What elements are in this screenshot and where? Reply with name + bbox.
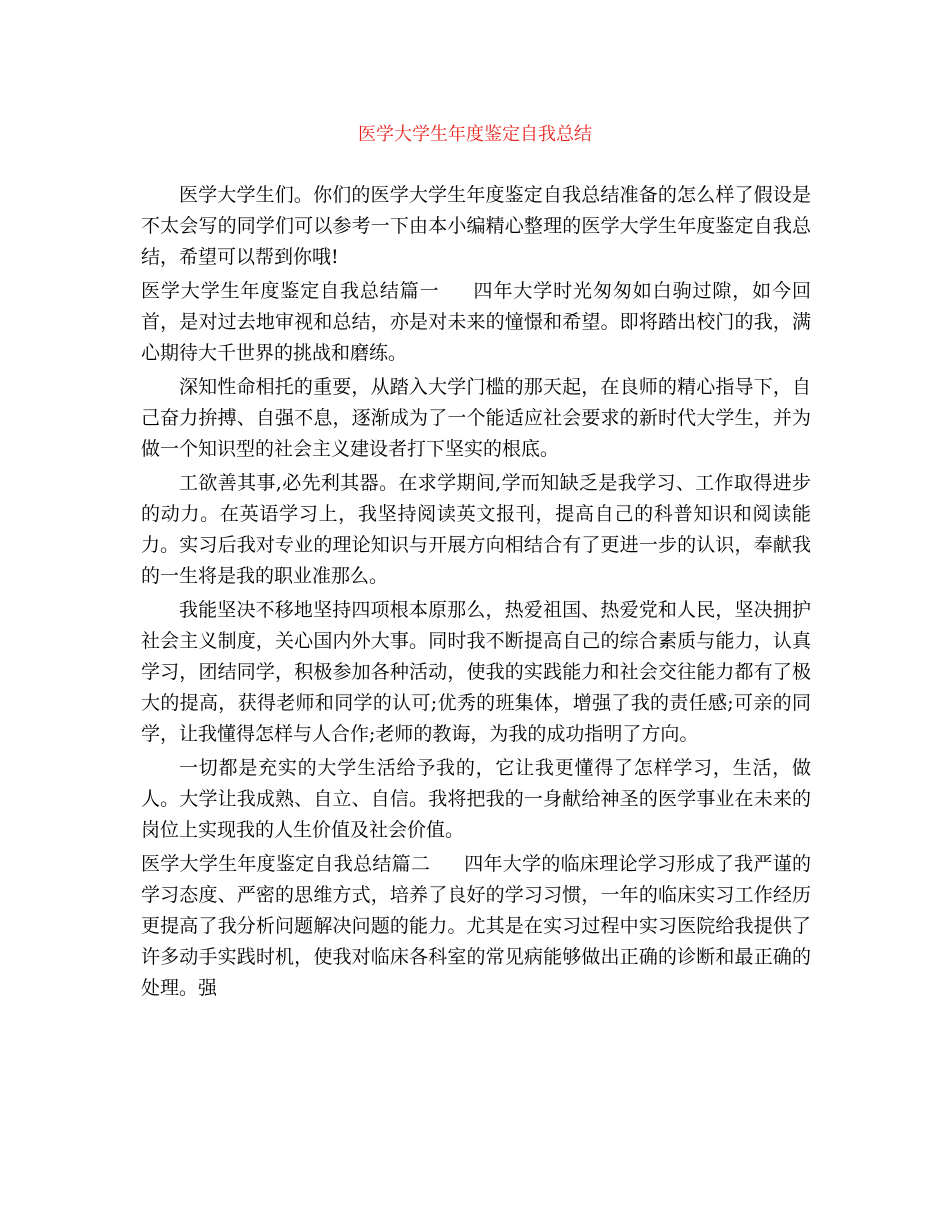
section-one-heading: 医学大学生年度鉴定自我总结篇一 xyxy=(141,280,440,302)
document-title: 医学大学生年度鉴定自我总结 xyxy=(358,124,592,145)
section-one-paragraph xyxy=(141,276,811,369)
section-one-lead: 四年大学时光匆匆如白驹过隙，如今回首，是对过去地审视和总结，亦是对未来的憧憬和希望。即将踏出校门的我，满心期待大千世界的挑战和磨练。 xyxy=(141,280,811,364)
section-two-lead: 四年大学的临床理论学习形成了我严谨的学习态度、严密的思维方式，培养了良好的学习习惯，一年的临床实习工作经历更提高了我分析问题解决问题的能力。尤其是在实习过程中实习医院给我提供了许多动手实践时机，使我对临床各科室的常见病能够做出正确的诊断和最正确的处理。强 xyxy=(141,853,811,999)
body-paragraph: 深知性命相托的重要，从踏入大学门槛的那天起，在良师的精心指导下，自己奋力拚搏、自强不息，逐渐成为了一个能适应社会要求的新时代大学生，并为做一个知识型的社会主义建设者打下坚实的根底。 xyxy=(141,376,811,460)
body-paragraph: 一切都是充实的大学生活给予我的，它让我更懂得了怎样学习，生活，做人。大学让我成熟、自立、自信。我将把我的一身献给神圣的医学事业在未来的岗位上实现我的人生价值及社会价值。 xyxy=(141,757,811,841)
document-body xyxy=(141,180,811,1007)
section-two-heading: 医学大学生年度鉴定自我总结篇二 xyxy=(141,853,431,875)
body-paragraph: 我能坚决不移地坚持四项根本原那么，热爱祖国、热爱党和人民，坚决拥护社会主义制度，关心国内外大事。同时我不断提高自己的综合素质与能力，认真学习，团结同学，积极参加各种活动，使我的实践能力和社会交往能力都有了极大的提高，获得老师和同学的认可;优秀的班集体，增强了我的责任感;可亲的同学，让我懂得怎样与人合作;老师的教诲，为我的成功指明了方向。 xyxy=(141,599,811,745)
intro-paragraph: 医学大学生们。你们的医学大学生年度鉴定自我总结准备的怎么样了假设是不太会写的同学们可以参考一下由本小编精心整理的医学大学生年度鉴定自我总结，希望可以帮到你哦! xyxy=(141,184,811,268)
body-paragraph: 工欲善其事,必先利其器。在求学期间,学而知缺乏是我学习、工作取得进步的动力。在英语学习上，我坚持阅读英文报刊，提高自己的科普知识和阅读能力。实习后我对专业的理论知识与开展方向相结合有了更进一步的认识，奉献我的一生将是我的职业准那么。 xyxy=(141,472,811,587)
section-two-paragraph xyxy=(141,849,811,1004)
